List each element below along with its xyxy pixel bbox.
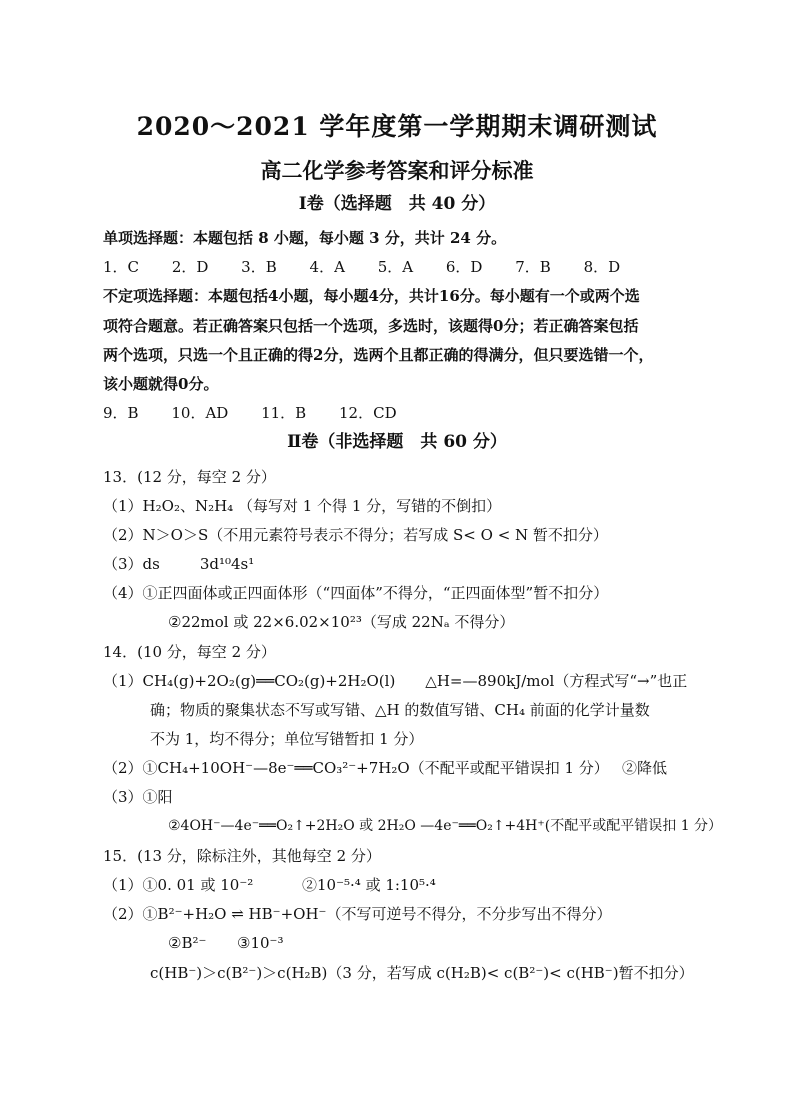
q14-answer-3-line1: （3）①阳 [103, 788, 173, 806]
answer-item: 7．B [515, 258, 551, 276]
page-subtitle: 高二化学参考答案和评分标准 [260, 158, 534, 183]
q14-heading: 14．(10 分，每空 2 分） [103, 643, 276, 661]
q13-answer-3 [103, 554, 254, 574]
answer-label: （1） [103, 497, 143, 515]
q15-heading: 15．(13 分，除标注外，其他每空 2 分） [103, 847, 381, 865]
multi-choice-answers [103, 403, 397, 423]
q14-answer-1-line2: 确；物质的聚集状态不写或写错、△H 的数值写错、CH₄ 前面的化学计量数 [150, 701, 650, 719]
multi-choice-intro-line: 不定项选择题：本题包括4小题，每小题4分，共计16分。每小题有一个或两个选 [103, 287, 640, 305]
q14-answer-3-line2: ②4OH⁻—4e⁻══O₂↑+2H₂O 或 2H₂O —4e⁻══O₂↑+4H⁺(不配平或配平错误扣 1 分） [168, 818, 723, 834]
multi-choice-intro-line: 两个选项，只选一个且正确的得2分，选两个且都正确的得满分，但只要选错一个， [103, 346, 654, 364]
answer-item: 4．A [309, 258, 345, 276]
q13-answer-2: （2）N＞O＞S（不用元素符号表示不得分；若写成 S< O < N 暂不扣分） [103, 526, 608, 544]
q14-answer-1-line1: （1）CH₄(g)+2O₂(g)══CO₂(g)+2H₂O(l) △H=—890kJ/mol（方程式写“→”也正 [103, 672, 688, 690]
multi-choice-intro-line: 项符合题意。若正确答案只包括一个选项，多选时，该题得0分；若正确答案包括 [103, 317, 639, 335]
q14-answer-1-line3: 不为 1，均不得分；单位写错暂扣 1 分） [150, 730, 424, 748]
answer-item: 3．B [241, 258, 277, 276]
q15-answer-2-line1: （2）①B²⁻+H₂O ⇌ HB⁻+OH⁻（不写可逆号不得分，不分步写出不得分） [103, 905, 612, 923]
single-choice-answers [103, 257, 620, 277]
q15-answer-2-third: ③10⁻³ [237, 934, 284, 952]
q13-answer-4-line1: （4）①正四面体或正四面体形（“四面体”不得分，“正四面体型”暂不扣分） [103, 584, 609, 602]
page-title: 2020～2021 学年度第一学期期末调研测试 [136, 112, 658, 141]
q13-answer-1 [103, 496, 501, 516]
answer-text: （3）ds [103, 555, 160, 573]
answer-item: 9．B [103, 404, 139, 422]
part2-heading: Ⅱ卷（非选择题 共 60 分） [287, 432, 507, 452]
answer-item: 8．D [583, 258, 621, 276]
q15-answer-1-second: ②10⁻⁵·⁴ 或 1:10⁵·⁴ [302, 876, 436, 894]
scoring-note: （每写对 1 个得 1 分，写错的不倒扣） [237, 497, 502, 515]
answer-item: 10．AD [171, 404, 229, 422]
multi-choice-intro-line: 该小题就得0分。 [103, 375, 219, 393]
q15-answer-1-first: （1）①0. 01 或 10⁻² [103, 876, 254, 894]
answer-item: 12．CD [339, 404, 397, 422]
answer-item: 6．D [445, 258, 483, 276]
q13-answer-4-line2: ②22mol 或 22×6.02×10²³（写成 22Nₐ 不得分） [168, 613, 515, 631]
answer-item: 1．C [103, 258, 140, 276]
q15-answer-2-second: ②B²⁻ [168, 934, 207, 952]
answer-item: 2．D [171, 258, 209, 276]
answer-item: 5．A [377, 258, 414, 276]
electron-configuration: 3d¹⁰4s¹ [199, 555, 255, 573]
q14-answer-2-second: ②降低 [622, 759, 668, 777]
answer-item: 11．B [261, 404, 307, 422]
q13-heading: 13．(12 分，每空 2 分） [103, 468, 276, 486]
single-choice-intro: 单项选择题：本题包括 8 小题，每小题 3 分，共计 24 分。 [103, 229, 507, 247]
chemical-formula: H₂O₂、N₂H₄ [142, 497, 234, 515]
q15-answer-2-line3: c(HB⁻)＞c(B²⁻)＞c(H₂B)（3 分，若写成 c(H₂B)< c(B²⁻)< c(HB⁻)暂不扣分） [150, 964, 694, 982]
q14-answer-2-main: （2）①CH₄+10OH⁻—8e⁻══CO₃²⁻+7H₂O（不配平或配平错误扣 1 分） [103, 759, 609, 777]
part1-heading: Ⅰ卷（选择题 共 40 分） [298, 194, 496, 214]
